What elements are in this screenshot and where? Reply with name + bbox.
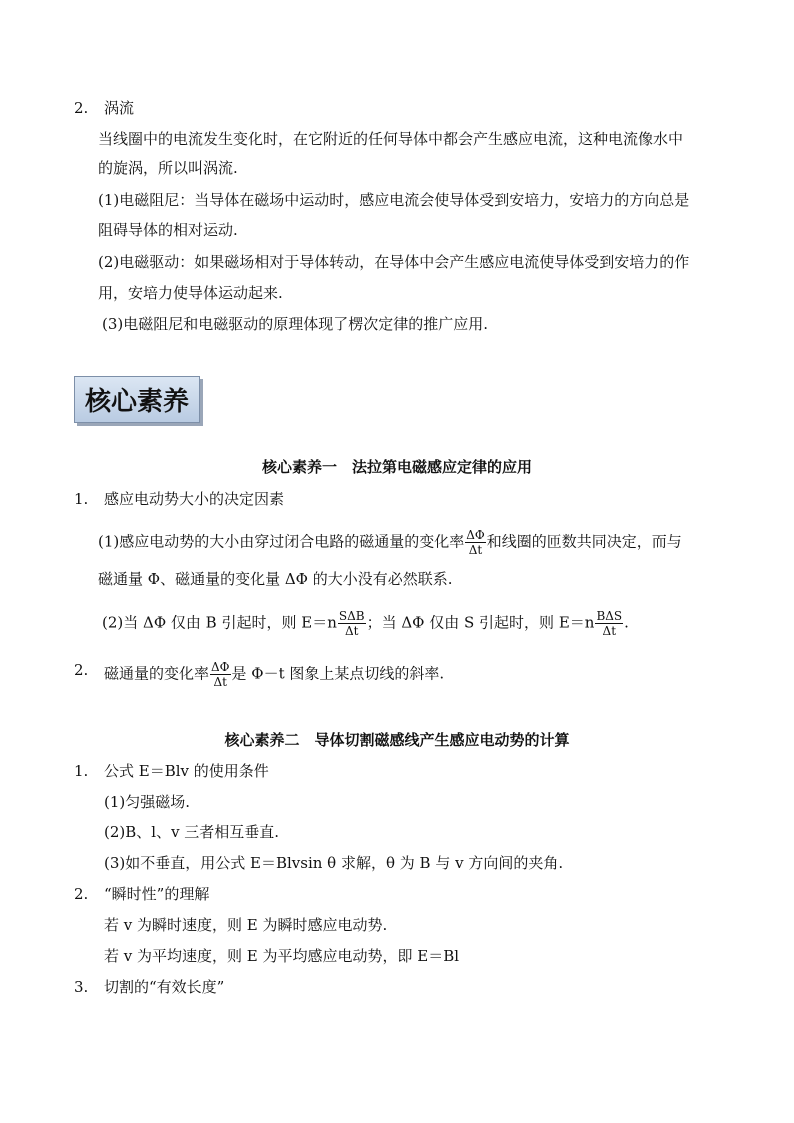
text-segment: (1)感应电动势的大小由穿过闭合电路的磁通量的变化率 <box>98 532 465 551</box>
paragraph: 用，安培力使导体运动起来. <box>98 284 283 302</box>
fraction <box>465 528 486 557</box>
text-segment: . <box>624 613 629 632</box>
fraction <box>210 660 231 689</box>
text-segment: 磁通量的变化率 <box>104 664 210 683</box>
numerator: BΔS <box>596 609 623 623</box>
paragraph: 若 v 为平均速度，则 E 为平均感应电动势，即 E＝Bl <box>104 947 460 965</box>
paragraph: (2)电磁驱动：如果磁场相对于导体转动，在导体中会产生感应电流使导体受到安培力的作 <box>98 253 690 271</box>
paragraph <box>102 609 629 638</box>
denominator: Δt <box>468 543 483 557</box>
paragraph: (3)如不垂直，用公式 E＝Blvsin θ 求解，θ 为 B 与 v 方向间的夹角. <box>104 854 564 872</box>
text-segment: ；当 ΔΦ 仅由 S 引起时，则 E＝n <box>366 613 595 632</box>
paragraph: 当线圈中的电流发生变化时，在它附近的任何导体中都会产生感应电流，这种电流像水中 <box>98 130 684 148</box>
paragraph: (1)电磁阻尼：当导体在磁场中运动时，感应电流会使导体受到安培力，安培力的方向总是 <box>98 191 690 209</box>
paragraph: 的旋涡，所以叫涡流. <box>98 159 238 177</box>
item-number: 3. <box>74 978 89 996</box>
item-title: 感应电动势大小的决定因素 <box>104 490 285 508</box>
item-number: 2. <box>74 661 89 679</box>
text-segment: 是 Φ－t 图象上某点切线的斜率. <box>231 664 445 683</box>
text-segment: (2)当 ΔΦ 仅由 B 引起时，则 E＝n <box>102 613 337 632</box>
paragraph: 阻碍导体的相对运动. <box>98 221 238 239</box>
denominator: Δt <box>602 624 617 638</box>
paragraph: (2)B、l、v 三者相互垂直. <box>104 823 280 841</box>
item-title: “瞬时性”的理解 <box>104 885 210 903</box>
denominator: Δt <box>344 624 359 638</box>
fraction <box>338 609 366 638</box>
item-number: 1. <box>74 762 89 780</box>
numerator: SΔB <box>338 609 365 623</box>
core-heading: 核心素养 <box>74 376 200 423</box>
paragraph: 若 v 为瞬时速度，则 E 为瞬时感应电动势. <box>104 916 388 934</box>
paragraph: (1)匀强磁场. <box>104 793 191 811</box>
item-title: 切割的“有效长度” <box>104 978 225 996</box>
denominator: Δt <box>213 675 228 689</box>
section-title: 核心素养一 法拉第电磁感应定律的应用 <box>261 458 532 476</box>
fraction <box>595 609 623 638</box>
paragraph <box>104 660 444 689</box>
item-number: 2. <box>74 99 89 117</box>
paragraph <box>98 528 682 557</box>
section-title: 核心素养二 导体切割磁感线产生感应电动势的计算 <box>224 731 570 749</box>
item-number: 2. <box>74 885 89 903</box>
numerator: ΔΦ <box>466 528 485 542</box>
text-segment: 和线圈的匝数共同决定，而与 <box>486 532 682 551</box>
paragraph: 磁通量 Φ、磁通量的变化量 ΔΦ 的大小没有必然联系. <box>98 570 453 588</box>
item-title: 涡流 <box>104 99 135 117</box>
item-number: 1. <box>74 490 89 508</box>
paragraph: (3)电磁阻尼和电磁驱动的原理体现了楞次定律的推广应用. <box>102 315 489 333</box>
numerator: ΔΦ <box>211 660 230 674</box>
item-title: 公式 E＝Blv 的使用条件 <box>104 762 269 780</box>
